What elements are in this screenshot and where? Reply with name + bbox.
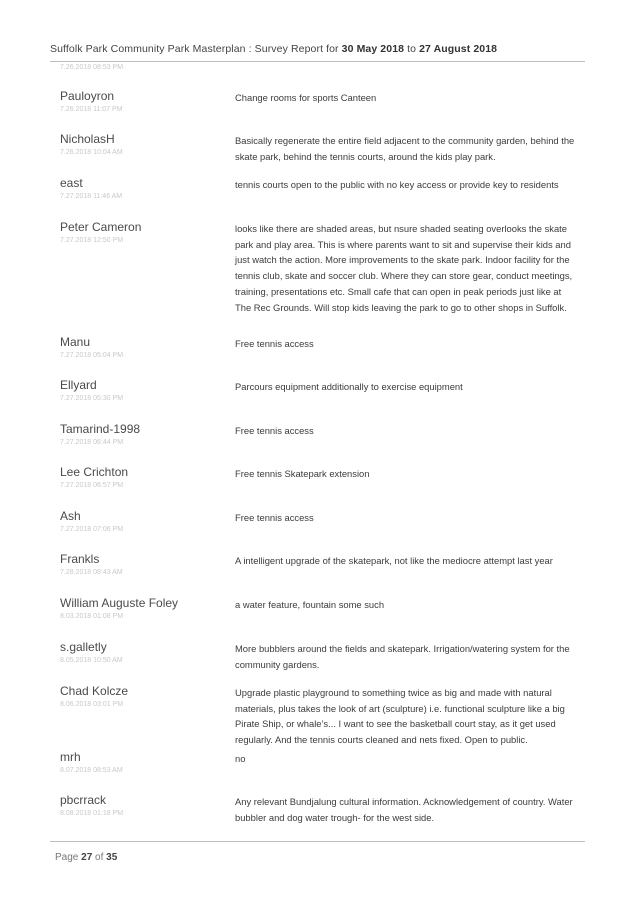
to-word: to: [404, 43, 420, 55]
entry-date: 7.27.2018 07:06 PM: [60, 526, 124, 533]
header-divider: [50, 61, 585, 62]
response-comment: Any relevant Bundjalung cultural information. Acknowledgement of country. Water bubbler and dog water trough- for the west side.: [235, 796, 573, 823]
entry-date: 8.06.2018 03:01 PM: [60, 701, 124, 708]
respondent-name: Chad Kolcze: [60, 684, 129, 698]
entry-date: 7.27.2018 12:50 PM: [60, 237, 124, 244]
entry-date: 7.27.2018 06:44 PM: [60, 439, 124, 446]
entry-date: 7.26.2018 11:07 PM: [60, 106, 123, 113]
entry-date: 8.07.2018 08:53 AM: [60, 767, 123, 774]
entry-date: 7.27.2018 11:46 AM: [60, 193, 123, 200]
entry-date: 8.08.2018 01:18 PM: [60, 810, 124, 817]
page-footer: [55, 852, 117, 863]
entry-date: 7.27.2018 05:30 PM: [60, 395, 124, 402]
response-comment: Change rooms for sports Canteen: [235, 92, 377, 103]
response-comment: Free tennis access: [235, 425, 314, 436]
respondent-name: Frankls: [60, 552, 100, 566]
response-comment: More bubblers around the fields and skatepark. Irrigation/watering system for the community gardens.: [235, 643, 570, 670]
respondent-name: east: [60, 176, 83, 190]
entry-date: 7.26.2018 10:04 AM: [60, 149, 123, 156]
respondent-name: Lee Crichton: [60, 465, 129, 479]
response-comment: no: [235, 753, 246, 764]
respondent-name: Tamarind-1998: [60, 422, 141, 436]
respondent-name: pbcrrack: [60, 793, 107, 807]
response-comment: Upgrade plastic playground to something twice as big and made with natural materials, plus takes the look of art (sculpture) i.e. functional sculpture like a big Pirate Ship, or whale’s... I want to see the basketball court stay, as it get used regularly. And the tennis courts cleaned and nets fixed. Open to public.: [235, 687, 565, 746]
respondent-name: Pauloyron: [60, 89, 115, 103]
page-total: 35: [106, 852, 118, 863]
entry-date: 7.27.2018 06:57 PM: [60, 482, 124, 489]
respondent-name: Ellyard: [60, 378, 97, 392]
entry-date: 7.26.2018 08:53 PM: [60, 64, 124, 71]
entry-date: 7.27.2018 05:04 PM: [60, 352, 124, 359]
response-comment: tennis courts open to the public with no key access or provide key to residents: [235, 179, 559, 190]
page-number: 27: [81, 852, 93, 863]
response-comment: Parcours equipment additionally to exercise equipment: [235, 381, 463, 392]
date-from: 30 May 2018: [341, 43, 405, 55]
response-comment: Basically regenerate the entire field adjacent to the community garden, behind the skate park, behind the tennis courts, around the kids play park.: [235, 135, 575, 162]
response-comment: looks like there are shaded areas, but nsure shaded seating overlooks the skate park and play area. This is where parents want to sit and supervise their kids and just watch the action. More improvements to the skate park. Indoor facility for the tennis club, skate and soccer club. Where they can store gear, conduct meetings, training, presentations etc. Small cafe that can open in peak periods just like at The Rec Grounds. Will stop kids leaving the park to go to other shops in Suffolk.: [235, 223, 573, 313]
entry-date: 7.28.2018 08:43 AM: [60, 569, 123, 576]
respondent-name: s.galletly: [60, 640, 107, 654]
header-separator: :: [245, 43, 255, 55]
report-title: Suffolk Park Community Park Masterplan: [50, 43, 246, 55]
report-header: [50, 43, 585, 55]
respondent-name: William Auguste Foley: [60, 596, 179, 610]
respondent-name: Manu: [60, 335, 91, 349]
entry-date: 8.03.2018 01:08 PM: [60, 613, 124, 620]
page-word: Page: [55, 852, 82, 863]
response-comment: A intelligent upgrade of the skatepark, not like the mediocre attempt last year: [235, 555, 553, 566]
respondent-name: mrh: [60, 750, 81, 764]
response-comment: a water feature, fountain some such: [235, 599, 385, 610]
footer-divider: [50, 841, 585, 842]
response-comment: Free tennis Skatepark extension: [235, 468, 370, 479]
respondent-name: NicholasH: [60, 132, 115, 146]
respondent-name: Ash: [60, 509, 81, 523]
of-word: of: [92, 852, 107, 863]
date-to: 27 August 2018: [419, 43, 498, 55]
report-subtitle: Survey Report for: [254, 43, 342, 55]
respondent-name: Peter Cameron: [60, 220, 142, 234]
response-comment: Free tennis access: [235, 512, 314, 523]
response-comment: Free tennis access: [235, 338, 314, 349]
entry-date: 8.05.2018 10:50 AM: [60, 657, 123, 664]
